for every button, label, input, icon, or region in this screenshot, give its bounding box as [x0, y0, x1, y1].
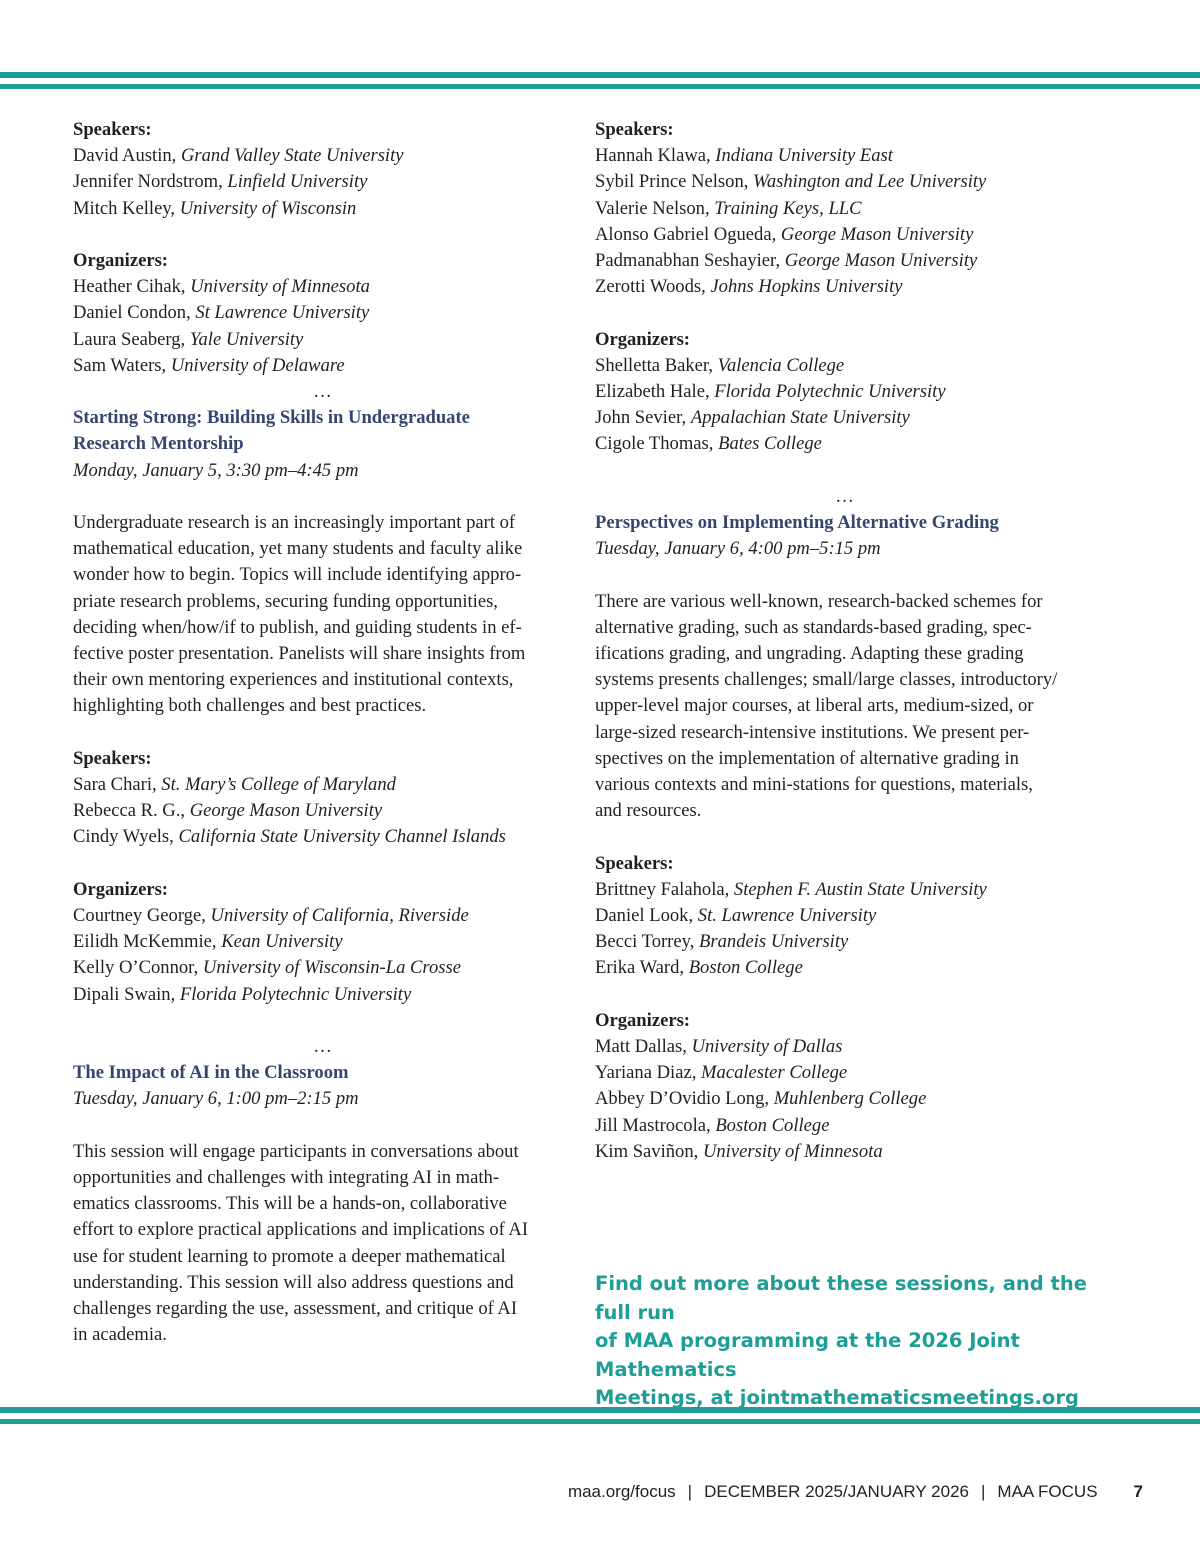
organizer-list	[73, 274, 573, 379]
organizer-entry: Kelly O’Connor, University of Wisconsin-La Crosse	[73, 957, 461, 979]
organizer-entry: Sam Waters, University of Delaware	[73, 354, 345, 376]
organizer-entry: Courtney George, University of California, Riverside	[73, 905, 469, 927]
speaker-list	[595, 143, 1095, 300]
footer-divider: |	[980, 1482, 986, 1501]
speaker-entry: Alonso Gabriel Ogueda, George Mason University	[595, 223, 974, 245]
organizer-entry: Yariana Diaz, Macalester College	[595, 1062, 848, 1084]
session-title: Perspectives on Implementing Alternative Grading	[595, 512, 999, 534]
organizer-entry: Heather Cihak, University of Minnesota	[73, 276, 370, 298]
speakers-heading: Speakers:	[595, 119, 674, 140]
speaker-entry: David Austin, Grand Valley State University	[73, 145, 404, 167]
footer-issue: DECEMBER 2025/JANUARY 2026	[704, 1482, 969, 1501]
speaker-entry: Jennifer Nordstrom, Linfield University	[73, 171, 368, 193]
organizers-heading: Organizers:	[73, 878, 169, 900]
session-time: Tuesday, January 6, 4:00 pm–5:15 pm	[595, 538, 881, 560]
speaker-entry: Rebecca R. G., George Mason University	[73, 800, 383, 822]
organizer-entry: Dipali Swain, Florida Polytechnic University	[73, 983, 412, 1005]
speaker-entry: Erika Ward, Boston College	[595, 957, 803, 979]
page-number: 7	[1133, 1482, 1143, 1501]
top-rule-thick	[0, 72, 1200, 78]
footer-publication: MAA FOCUS	[997, 1482, 1098, 1501]
organizers-heading: Organizers:	[595, 328, 691, 350]
speaker-entry: Daniel Look, St. Lawrence University	[595, 905, 877, 927]
top-rule-thin	[0, 84, 1200, 89]
organizer-entry: Daniel Condon, St Lawrence University	[73, 302, 370, 324]
organizer-entry: Matt Dallas, University of Dallas	[595, 1036, 843, 1058]
organizer-entry: Shelletta Baker, Valencia College	[595, 354, 845, 376]
session-time: Monday, January 5, 3:30 pm–4:45 pm	[73, 459, 359, 481]
speaker-entry: Zerotti Woods, Johns Hopkins University	[595, 276, 903, 298]
session-description: This session will engage participants in conversations about opportunities and challenges with integrating AI in math- ematics classrooms. This will be a hands-on, collaborative effort to explore practical applications and implications of AI use for student learning to promote a deeper mathematical understanding. This session will also address questions and challenges regarding the use, assessment, and critique of AI in academia.	[73, 1140, 529, 1346]
organizers-heading: Organizers:	[73, 250, 169, 271]
right-column	[595, 117, 1095, 1165]
speaker-entry: Sara Chari, St. Mary’s College of Maryland	[73, 774, 396, 796]
session-time: Tuesday, January 6, 1:00 pm–2:15 pm	[73, 1088, 359, 1110]
speaker-entry: Sybil Prince Nelson, Washington and Lee University	[595, 171, 987, 193]
speaker-entry: Padmanabhan Seshayier, George Mason University	[595, 250, 978, 272]
page-footer	[568, 1480, 1143, 1504]
speaker-entry: Mitch Kelley, University of Wisconsin	[73, 197, 357, 219]
organizer-entry: John Sevier, Appalachian State University	[595, 407, 910, 429]
session-title: Research Mentorship	[73, 433, 244, 455]
section-separator: …	[313, 381, 333, 403]
organizer-entry: Abbey D’Ovidio Long, Muhlenberg College	[595, 1088, 927, 1110]
speaker-list	[73, 143, 573, 222]
speaker-entry: Valerie Nelson, Training Keys, LLC	[595, 197, 862, 219]
footer-divider: |	[687, 1482, 693, 1501]
session-title: Starting Strong: Building Skills in Undergraduate	[73, 407, 470, 429]
speakers-heading: Speakers:	[595, 852, 674, 874]
speakers-heading: Speakers:	[73, 747, 152, 769]
organizer-list	[595, 353, 1095, 458]
session-title: The Impact of AI in the Classroom	[73, 1062, 349, 1084]
section-separator: …	[835, 485, 855, 507]
organizer-list	[73, 903, 573, 1008]
speaker-entry: Becci Torrey, Brandeis University	[595, 931, 849, 953]
speakers-heading: Speakers:	[73, 119, 152, 140]
call-to-action: Find out more about these sessions, and the full run of MAA programming at the 2026 Joint Mathematics Meetings, at jointmathematicsmeetings.org	[595, 1270, 1115, 1413]
bottom-rule-thin	[0, 1419, 1200, 1424]
session-description: Undergraduate research is an increasingly important part of mathematical education, yet many students and faculty alike wonder how to begin. Topics will include identifying appro- priate research problems, securing funding opportunities, deciding when/how/if to publish, and guiding students in ef- fective poster presentation. Panelists will share insights from their own mentoring experiences and institutional contexts, highlighting both challenges and best practices.	[73, 512, 526, 717]
left-column	[73, 117, 573, 1348]
speaker-entry: Hannah Klawa, Indiana University East	[595, 145, 893, 167]
speaker-list	[73, 772, 573, 851]
footer-site-link[interactable]: maa.org/focus	[567, 1482, 676, 1501]
organizer-entry: Cigole Thomas, Bates College	[595, 433, 822, 455]
jmm-website-link[interactable]: Meetings, at jointmathematicsmeetings.org	[595, 1386, 1079, 1409]
organizer-entry: Eilidh McKemmie, Kean University	[73, 931, 343, 953]
organizer-entry: Elizabeth Hale, Florida Polytechnic University	[595, 381, 946, 403]
organizer-list	[595, 1034, 1095, 1165]
session-description: There are various well-known, research-backed schemes for alternative grading, such as standards-based grading, spec- ifications grading, and ungrading. Adapting these grading systems presents challenges; small/large classes, introductory/ upper-level major courses, at liberal arts, medium-sized, or large-sized research-intensive institutions. We present per- spectives on the implementation of alternative grading in various contexts and mini-stations for questions, materials, and resources.	[595, 590, 1058, 822]
speaker-entry: Cindy Wyels, California State University Channel Islands	[73, 826, 506, 848]
section-separator: …	[313, 1036, 333, 1058]
organizer-entry: Laura Seaberg, Yale University	[73, 328, 304, 350]
speaker-list	[595, 877, 1095, 982]
organizer-entry: Kim Saviñon, University of Minnesota	[595, 1140, 883, 1162]
speaker-entry: Brittney Falahola, Stephen F. Austin State University	[595, 878, 987, 900]
organizers-heading: Organizers:	[595, 1009, 691, 1031]
organizer-entry: Jill Mastrocola, Boston College	[595, 1114, 830, 1136]
